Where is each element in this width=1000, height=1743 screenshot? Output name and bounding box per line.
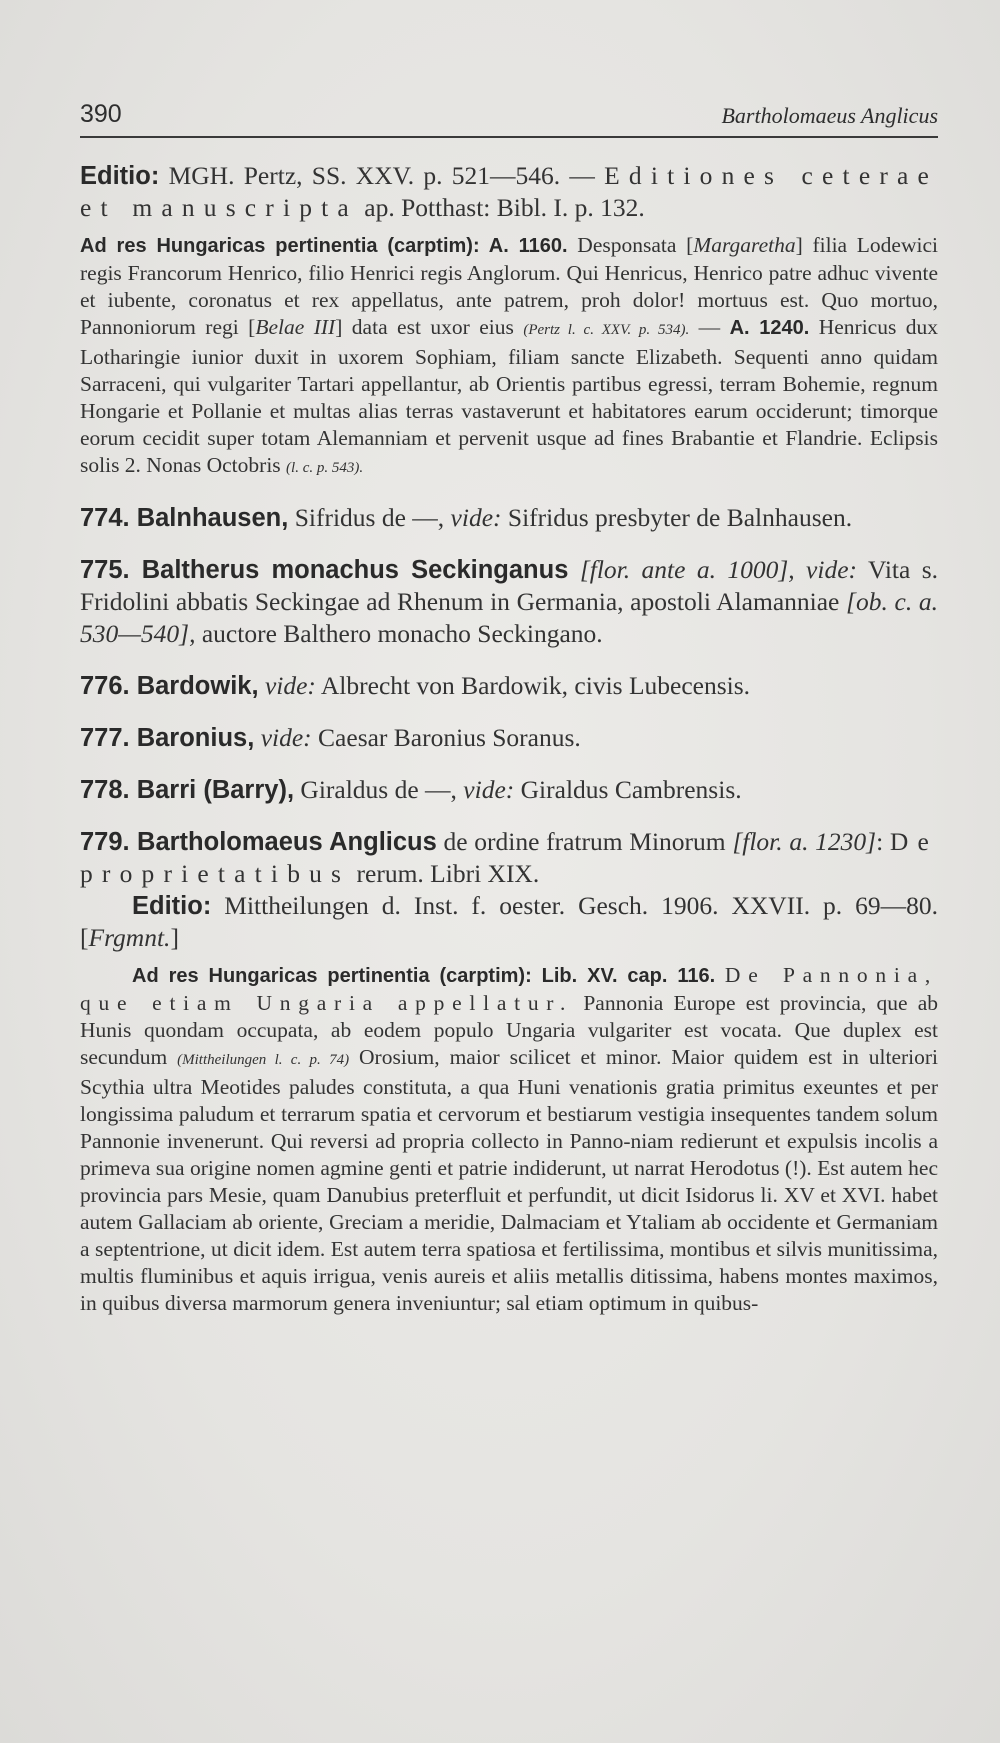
entry-777-label: 777. Baronius,	[80, 724, 255, 752]
hungarica-2-label: Ad res Hungaricas pertinentia (carptim): Lib. XV. cap. 116.	[132, 965, 716, 987]
entry-775-label: 775. Baltherus monachus Seckinganus	[80, 556, 569, 584]
editio-paragraph	[80, 160, 938, 224]
hungarica-dash: —	[698, 315, 721, 339]
entry-776	[80, 670, 938, 702]
hungarica-ref-2: (l. c. p. 543).	[286, 460, 364, 476]
entry-779-text-1: de ordine fratrum Minorum	[443, 827, 726, 856]
editio-779-text: Mittheilungen d. Inst. f. oester. Gesch. 1906. XXVII. p. 69—80. [	[80, 891, 938, 952]
hungarica-2-spaced: De Pannonia, que etiam Ungaria appellatur.	[80, 963, 938, 1015]
hungarica-year-label: A. 1240.	[729, 317, 810, 339]
entry-779-label: 779. Bartholomaeus Anglicus	[80, 828, 437, 856]
entry-776-vide: vide:	[264, 671, 316, 700]
entry-779	[80, 826, 938, 890]
entry-778	[80, 774, 938, 806]
entry-776-text: Albrecht von Bardowik, civis Lubecensis.	[320, 671, 751, 700]
hungarica-label: Ad res Hungaricas pertinentia (carptim): A. 1160.	[80, 235, 568, 257]
hungarica-2-ref: (Mittheilungen l. c. p. 74)	[177, 1052, 350, 1068]
entry-778-text-2: Giraldus Cambrensis.	[520, 775, 742, 804]
entry-774	[80, 502, 938, 534]
hungarica-text-2: ] filia Lodewici regis Francorum Henrico, filio Henrici regis Anglorum. Qui Henricus, Henrico patre adhuc vivente et iubente, coronatus et rex appellatus, ante patrem, proh dolor! mortuus est. Quo mortuo, Pannoniorum regi [	[80, 233, 938, 339]
editio-text: MGH. Pertz, SS. XXV. p. 521—546. —	[168, 161, 595, 190]
entry-778-label: 778. Barri (Barry),	[80, 776, 295, 804]
editio-779	[80, 890, 938, 954]
editio-779-close: ]	[170, 923, 179, 952]
entry-774-label: 774. Balnhausen,	[80, 504, 289, 532]
entry-774-vide: vide:	[450, 503, 502, 532]
hungarica-paragraph-2	[80, 962, 938, 1317]
editio-779-label: Editio:	[132, 892, 212, 920]
entry-775-text-2: auctore Balthero monacho Seckingano.	[201, 619, 603, 648]
entry-775-text-1: Vita s. Fridolini abbatis Seckingae ad Rhenum in Germania, apostoli Alamanniae	[80, 555, 939, 616]
entry-778-text-1: Giraldus de —,	[300, 775, 457, 804]
editio-spaced: Editiones ceterae et manuscripta	[80, 161, 938, 222]
hungarica-text-5: Henricus dux Lotharingie iunior duxit in uxorem Sophiam, filiam sancte Elizabeth. Sequenti anno quidam Sarraceni, qui vulgariter Tartari appellantur, ab Orientis partibus egressi, terram Bohemie, regnum Hongarie et Pollanie et multas alias terras vastaverunt et habitatores earum occiderunt; timorque eorum cecidit super totam Alemanniam et pervenit usque ad fines Brabantie et Flandrie. Eclipsis solis 2. Nonas Octobris	[80, 315, 939, 477]
running-title: Bartholomaeus Anglicus	[721, 103, 938, 128]
entry-779-italic: [flor. a. 1230]	[732, 827, 877, 856]
entry-775-italic-2: [ob. c. a. 530—540],	[80, 587, 938, 648]
entry-776-label: 776. Bardowik,	[80, 672, 259, 700]
entry-777-text: Caesar Baronius Soranus.	[318, 723, 581, 752]
entry-774-text-1: Sifridus de —,	[294, 503, 445, 532]
hungarica-italic-2: Belae III	[255, 315, 336, 339]
hungarica-italic-1: Margaretha	[693, 233, 796, 257]
page-number: 390	[80, 100, 122, 128]
entry-777-vide: vide:	[260, 723, 312, 752]
entry-775	[80, 554, 938, 650]
editio-label: Editio:	[80, 162, 160, 190]
editio-rest: ap. Potthast: Bibl. I. p. 132.	[364, 193, 645, 222]
entry-778-vide: vide:	[463, 775, 515, 804]
page-header	[80, 100, 938, 138]
entry-775-italic-1: [flor. ante a. 1000], vide:	[579, 555, 857, 584]
hungarica-text-1: Desponsata [	[577, 233, 694, 257]
entry-779-spaced: De proprietatibus	[80, 827, 939, 888]
entry-779-text-3: rerum. Libri XIX.	[356, 859, 540, 888]
page-body	[80, 160, 938, 1317]
editio-779-italic: Frgmnt.	[88, 923, 171, 952]
entry-779-colon: :	[876, 827, 884, 856]
entry-774-text-2: Sifridus presbyter de Balnhausen.	[507, 503, 853, 532]
hungarica-2-text-1: Pannonia Europe est provincia, que ab Hunis quondam occupata, ab eodem populo Ungaria vulgariter est vocata. Que duplex est secundum	[80, 991, 939, 1069]
hungarica-text-3: ] data est uxor eius	[335, 315, 514, 339]
hungarica-paragraph-1	[80, 232, 938, 482]
hungarica-ref-1: (Pertz l. c. XXV. p. 534).	[523, 322, 690, 338]
entry-777	[80, 722, 938, 754]
hungarica-2-text-2: Orosium, maior scilicet et minor. Maior quidem est in ulteriori Scythia ultra Meotides paludes constituta, a qua Huni venationis gratia primitus exeuntes et per longissima paludum et terrarum spatia et cervorum et bestiarum vestigia insequentes tandem solum Pannonie invenerunt. Qui reversi ad propria collecto in Panno-niam redierunt et expulsis incolis a primeva sua origine nomen agmine genti et patrie indiderunt, ut narrat Herodotus (!). Est autem hec provincia pars Mesie, quam Danubius preterfluit et perfundit, ut dicit Isidorus li. XV et XVI. habet autem Gallaciam ab oriente, Greciam a meridie, Dalmaciam et Ytaliam ab occidente et Germaniam a septentrione, ut dicit idem. Est autem terra spatiosa et fertilissima, montibus et silvis munitissima, multis fluminibus et aquis irrigua, venis aureis et aliis metallis ditissima, habens montes maximos, in quibus diversa marmorum genera inveniuntur; sal etiam optimum in quibus-	[80, 1045, 939, 1315]
